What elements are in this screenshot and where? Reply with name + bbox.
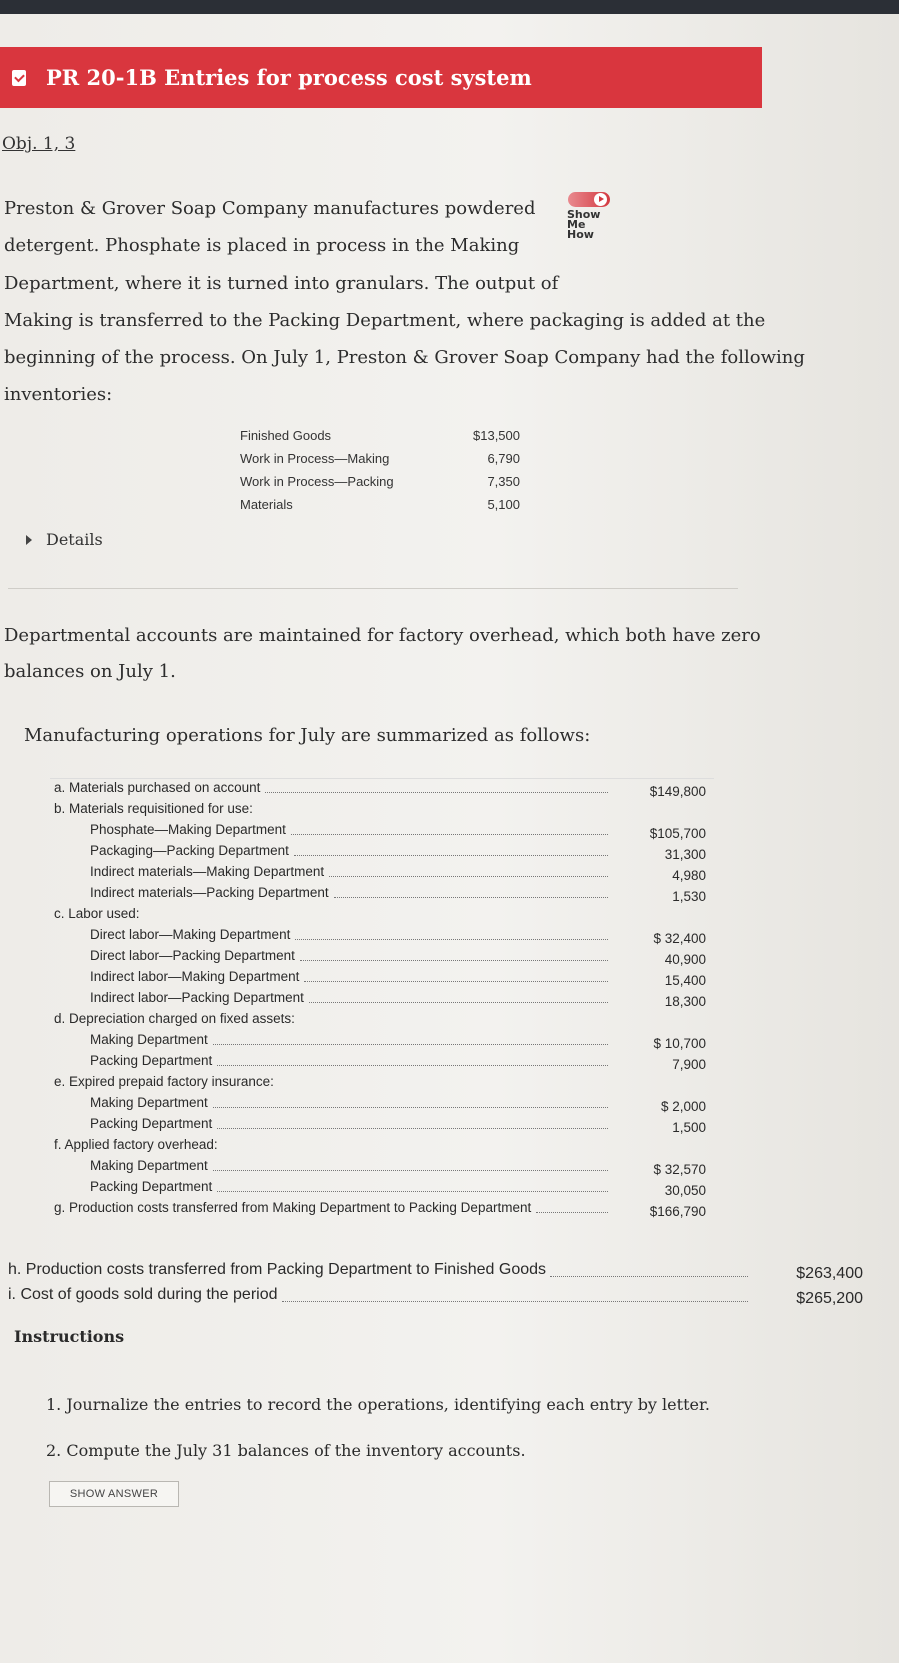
operation-value: $265,200 <box>796 1290 863 1307</box>
instruction-step: 2. Compute the July 31 balances of the inventory accounts. <box>46 1441 526 1460</box>
dot-leader <box>282 1301 748 1302</box>
operation-label: Packing Department <box>90 1179 213 1194</box>
dot-leader <box>329 876 608 877</box>
dot-leader <box>309 1002 608 1003</box>
dot-leader <box>291 834 608 835</box>
operation-value: $105,700 <box>649 826 706 841</box>
details-label: Details <box>46 530 103 549</box>
intro-line: Making is transferred to the Packing Department, where packaging is added at the <box>4 310 766 331</box>
operation-line <box>50 1179 714 1200</box>
inventory-value: $13,500 <box>473 428 520 443</box>
operation-line <box>50 906 714 927</box>
operation-value: 1,530 <box>672 889 706 904</box>
operation-value: 4,980 <box>672 868 706 883</box>
operation-value: 40,900 <box>664 952 706 967</box>
operation-label: h. Production costs transferred from Packing Department to Finished Goods <box>8 1261 547 1278</box>
dot-leader <box>213 1107 608 1108</box>
operation-value: $ 2,000 <box>660 1099 706 1114</box>
operation-line <box>50 1032 714 1053</box>
operation-line-i <box>8 1286 863 1310</box>
dot-leader <box>217 1065 608 1066</box>
operation-value: $263,400 <box>796 1265 863 1282</box>
operation-line <box>50 1116 714 1137</box>
inventory-row <box>240 451 520 474</box>
top-bar <box>0 0 899 14</box>
dot-leader <box>304 981 608 982</box>
operations-table <box>50 780 714 1221</box>
show-me-how-label <box>567 210 600 240</box>
overhead-line: Departmental accounts are maintained for factory overhead, which both have zero <box>4 625 761 646</box>
operation-label: d. Depreciation charged on fixed assets: <box>54 1011 295 1026</box>
operation-line <box>50 1053 714 1074</box>
operation-line <box>50 1095 714 1116</box>
operation-label: Indirect labor—Making Department <box>90 969 300 984</box>
operation-line <box>50 843 714 864</box>
instructions-heading: Instructions <box>14 1327 125 1346</box>
operation-value: $ 32,570 <box>653 1162 706 1177</box>
inventory-value: 5,100 <box>487 497 520 512</box>
inventory-table <box>240 428 520 520</box>
operation-label: b. Materials requisitioned for use: <box>54 801 253 816</box>
play-icon <box>594 193 607 206</box>
operation-label: Indirect materials—Packing Department <box>90 885 329 900</box>
objective-text: Obj. 1, 3 <box>2 134 76 154</box>
dot-leader <box>550 1276 748 1277</box>
instruction-step: 1. Journalize the entries to record the operations, identifying each entry by letter. <box>46 1395 710 1414</box>
show-me-how-button[interactable] <box>564 192 616 248</box>
operation-line <box>50 1011 714 1032</box>
checkbox-icon <box>12 70 26 86</box>
objective-link[interactable] <box>2 134 75 154</box>
operation-label: Packaging—Packing Department <box>90 843 289 858</box>
dot-leader <box>295 939 608 940</box>
inventory-label: Finished Goods <box>240 428 332 443</box>
operation-value: 15,400 <box>664 973 706 988</box>
inventory-label: Work in Process—Packing <box>240 474 394 489</box>
intro-line: inventories: <box>4 384 113 405</box>
operation-line <box>50 1158 714 1179</box>
operation-label: Phosphate—Making Department <box>90 822 286 837</box>
inventory-label: Work in Process—Making <box>240 451 390 466</box>
dot-leader <box>265 792 608 793</box>
operation-line <box>50 864 714 885</box>
operation-line <box>50 969 714 990</box>
operation-label: a. Materials purchased on account <box>54 780 261 795</box>
operation-value: 1,500 <box>672 1120 706 1135</box>
operation-label: Making Department <box>90 1158 208 1173</box>
problem-title: PR 20-1B Entries for process cost system <box>46 65 532 90</box>
inventory-value: 7,350 <box>487 474 520 489</box>
show-me-how-line: Me <box>567 218 586 231</box>
divider <box>8 588 738 589</box>
dot-leader <box>334 897 608 898</box>
operations-intro: Manufacturing operations for July are summarized as follows: <box>24 725 591 746</box>
show-me-how-line: How <box>567 228 594 241</box>
operation-label: Indirect materials—Making Department <box>90 864 325 879</box>
operation-label: Making Department <box>90 1095 208 1110</box>
caret-right-icon <box>26 535 32 545</box>
operation-line <box>50 1074 714 1095</box>
operation-label: i. Cost of goods sold during the period <box>8 1286 278 1303</box>
operation-value: 30,050 <box>664 1183 706 1198</box>
operation-line <box>50 1137 714 1158</box>
inventory-row <box>240 428 520 451</box>
overhead-line: balances on July 1. <box>4 661 176 682</box>
intro-line: Department, where it is turned into granulars. The output of <box>4 273 559 294</box>
operation-value: 18,300 <box>664 994 706 1009</box>
operation-label: g. Production costs transferred from Making Department to Packing Department <box>54 1200 532 1215</box>
dot-leader <box>213 1044 608 1045</box>
dot-leader <box>217 1128 608 1129</box>
dot-leader <box>300 960 608 961</box>
dot-leader <box>213 1170 608 1171</box>
dot-leader <box>536 1212 608 1213</box>
operation-label: Indirect labor—Packing Department <box>90 990 304 1005</box>
details-toggle[interactable] <box>26 530 103 549</box>
operation-line-h <box>8 1261 863 1285</box>
intro-line: beginning of the process. On July 1, Preston & Grover Soap Company had the following <box>4 347 805 368</box>
operation-label: Direct labor—Packing Department <box>90 948 295 963</box>
show-answer-button[interactable]: SHOW ANSWER <box>49 1481 179 1507</box>
operation-value: $166,790 <box>649 1204 706 1219</box>
operation-line <box>50 927 714 948</box>
operation-value: $149,800 <box>649 784 706 799</box>
operation-value: 31,300 <box>664 847 706 862</box>
operation-line <box>50 822 714 843</box>
inventory-value: 6,790 <box>487 451 520 466</box>
problem-header <box>0 47 762 108</box>
inventory-label: Materials <box>240 497 293 512</box>
dot-leader <box>217 1191 608 1192</box>
operation-label: e. Expired prepaid factory insurance: <box>54 1074 274 1089</box>
operation-label: Making Department <box>90 1032 208 1047</box>
operation-label: Direct labor—Making Department <box>90 927 291 942</box>
operation-line <box>50 948 714 969</box>
operation-label: Packing Department <box>90 1053 213 1068</box>
show-me-how-line: Show <box>567 208 601 221</box>
operation-label: f. Applied factory overhead: <box>54 1137 218 1152</box>
operations-top-rule <box>50 778 714 779</box>
operation-label: Packing Department <box>90 1116 213 1131</box>
inventory-row <box>240 474 520 497</box>
operation-line <box>50 885 714 906</box>
intro-line: detergent. Phosphate is placed in process in the Making <box>4 235 520 256</box>
operation-line <box>50 801 714 822</box>
operation-line <box>50 1200 714 1221</box>
operation-line <box>50 780 714 801</box>
inventory-row <box>240 497 520 520</box>
operation-value: 7,900 <box>672 1057 706 1072</box>
operation-label: c. Labor used: <box>54 906 140 921</box>
intro-line: Preston & Grover Soap Company manufactures powdered <box>4 198 536 219</box>
operation-line <box>50 990 714 1011</box>
operation-value: $ 32,400 <box>653 931 706 946</box>
dot-leader <box>294 855 608 856</box>
operation-value: $ 10,700 <box>653 1036 706 1051</box>
